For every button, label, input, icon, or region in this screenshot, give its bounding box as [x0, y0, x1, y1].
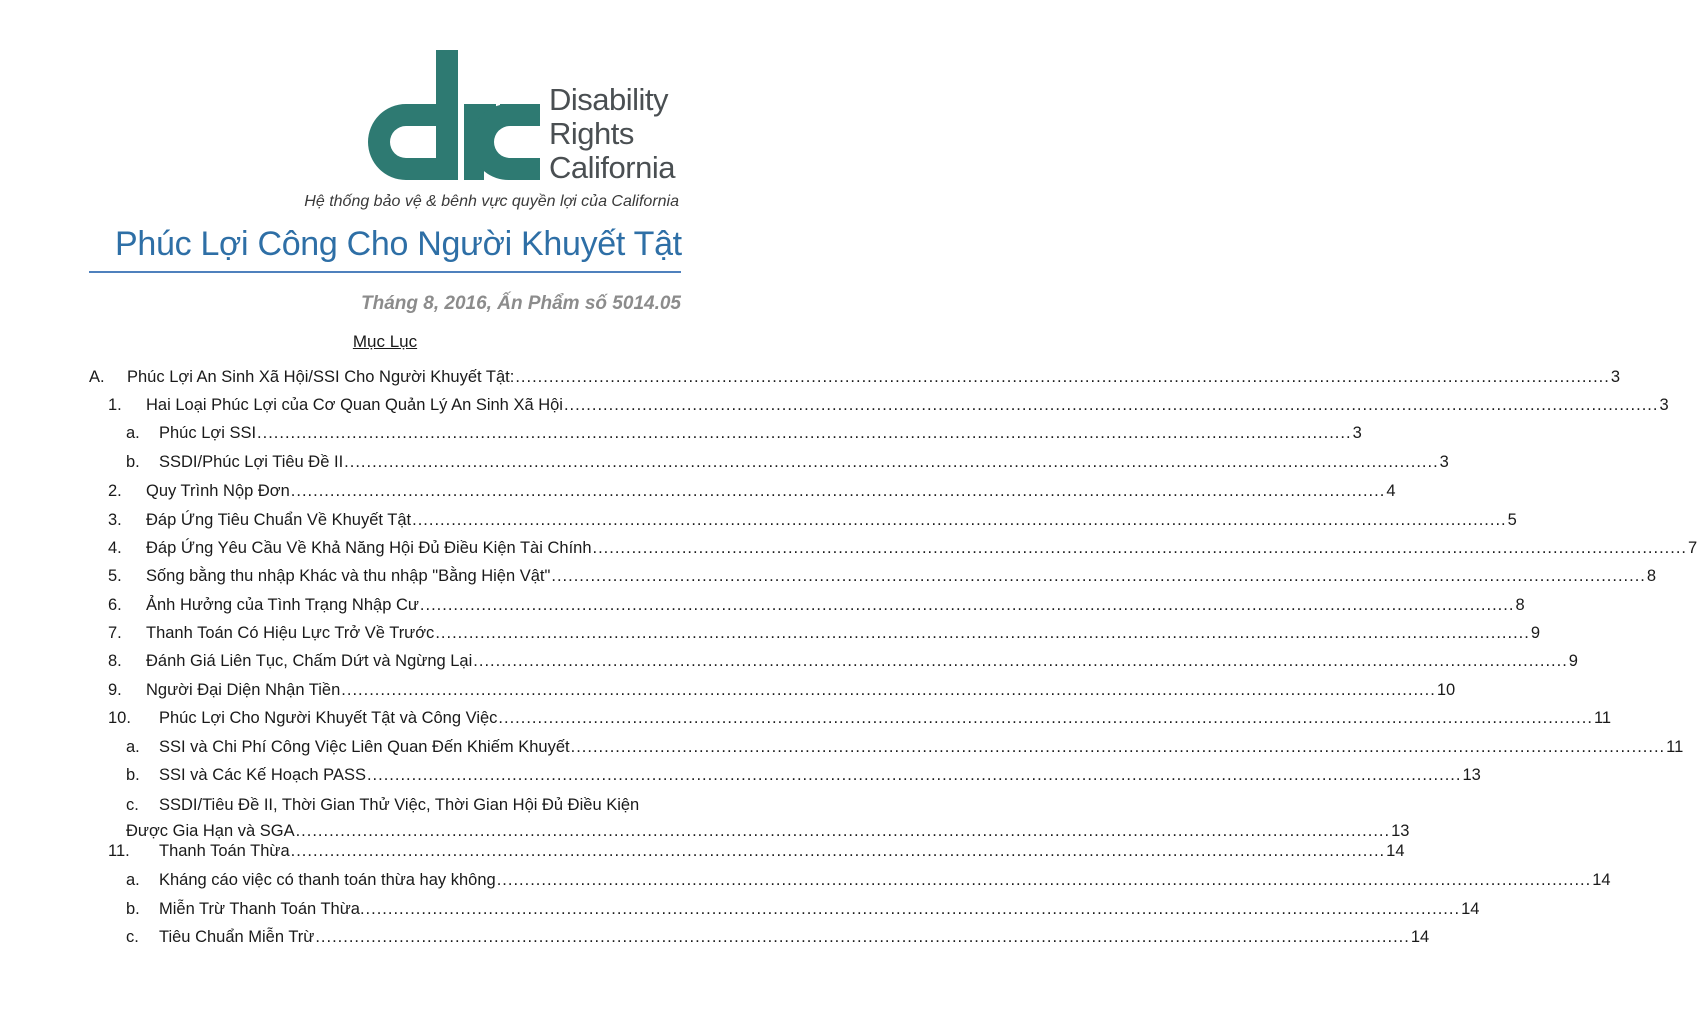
toc-heading: Mục Lục	[352, 332, 418, 351]
toc-item[interactable]	[108, 624, 1541, 648]
logo-line-3: California	[549, 150, 675, 185]
toc-leader	[420, 596, 1515, 615]
tagline: Hệ thống bảo vệ & bênh vực quyền lợi của California	[304, 193, 679, 210]
toc-item-number: a.	[126, 424, 140, 442]
toc-leader	[367, 766, 1462, 785]
toc-item-label: Đánh Giá Liên Tục, Chấm Dứt và Ngừng Lại	[146, 652, 473, 670]
toc-item-number: 1.	[108, 396, 122, 414]
toc-item-number: b.	[126, 453, 140, 471]
toc-leader	[593, 539, 1688, 558]
toc-leader	[571, 738, 1666, 757]
toc-item-label: Ảnh Hưởng của Tình Trạng Nhập Cư	[146, 596, 419, 614]
toc-item[interactable]	[126, 766, 1481, 790]
toc-leader	[315, 928, 1410, 947]
toc-item-page: 8	[1646, 567, 1657, 585]
toc-item-number: 4.	[108, 539, 122, 557]
toc-item-page: 14	[1410, 928, 1430, 946]
toc-item-label: Miễn Trừ Thanh Toán Thừa.	[159, 900, 365, 918]
drc-logo-mark	[366, 50, 546, 185]
toc-item-label: SSDI/Phúc Lợi Tiêu Đề II	[159, 453, 344, 471]
toc-item-page: 10	[1436, 681, 1456, 699]
toc-item-label: Phúc Lợi An Sinh Xã Hội/SSI Cho Người Khuyết Tật:	[127, 368, 515, 386]
toc-leader	[564, 396, 1659, 415]
toc-item-label: Thanh Toán Thừa	[159, 842, 290, 860]
toc-item[interactable]	[126, 871, 1611, 895]
toc-item-page: 13	[1462, 766, 1481, 784]
toc-item-label: Được Gia Hạn và SGA	[126, 822, 295, 840]
toc-item-page: 8	[1515, 596, 1525, 614]
toc-item-number: c.	[126, 928, 139, 946]
toc-item-label: SSDI/Tiêu Đề II, Thời Gian Thử Việc, Thời Gian Hội Đủ Điều Kiện	[159, 796, 640, 814]
toc-item-page: 11	[1593, 709, 1612, 727]
toc-item-label: Hai Loại Phúc Lợi của Cơ Quan Quản Lý An Sinh Xã Hội	[146, 396, 563, 414]
toc-item-label: Sống bằng thu nhập Khác và thu nhập "Bằng Hiện Vật"	[146, 567, 551, 585]
toc-item[interactable]	[108, 842, 1405, 866]
toc-leader	[498, 709, 1593, 728]
toc-leader	[497, 871, 1592, 890]
toc-item[interactable]	[108, 511, 1517, 535]
toc-item-page: 4	[1386, 482, 1396, 500]
toc-item-number: b.	[126, 900, 140, 918]
toc-item-label: SSI và Các Kế Hoạch PASS	[159, 766, 366, 784]
toc-item-number: 7.	[108, 624, 122, 642]
title-divider	[89, 271, 681, 273]
toc-item-page: 3	[1610, 368, 1621, 386]
toc-item[interactable]	[108, 652, 1578, 676]
toc-item-page: 3	[1352, 424, 1362, 442]
toc-item[interactable]	[126, 796, 639, 815]
toc-item-page: 14	[1386, 842, 1405, 860]
toc-item-number: 2.	[108, 482, 122, 500]
toc-item-page: 9	[1568, 652, 1578, 670]
logo-wordmark	[549, 83, 675, 185]
toc-leader	[473, 652, 1568, 671]
toc-item-page: 9	[1530, 624, 1541, 642]
toc-item[interactable]	[108, 539, 1697, 563]
toc-item[interactable]	[126, 900, 1480, 924]
toc-item-number: 5.	[108, 567, 122, 585]
toc-leader	[551, 567, 1646, 586]
logo-line-1: Disability	[549, 82, 669, 117]
toc-leader	[291, 842, 1386, 861]
toc-item-number: c.	[126, 796, 139, 814]
toc-leader	[296, 822, 1391, 841]
toc-item-number: b.	[126, 766, 140, 784]
toc-item-label: SSI và Chi Phí Công Việc Liên Quan Đến Khiếm Khuyết	[159, 738, 570, 756]
toc-item[interactable]	[89, 368, 1621, 392]
toc-item-number: 6.	[108, 596, 122, 614]
toc-item-label: Phúc Lợi SSI	[159, 424, 257, 442]
toc-item[interactable]	[108, 681, 1456, 705]
toc-item[interactable]	[108, 709, 1612, 733]
toc-item[interactable]	[126, 453, 1449, 477]
toc-item-label: Kháng cáo việc có thanh toán thừa hay không	[159, 871, 496, 889]
toc-item-page: 7	[1688, 539, 1697, 557]
toc-item-label: Đáp Ứng Yêu Cầu Về Khả Năng Hội Đủ Điều Kiện Tài Chính	[146, 539, 592, 557]
toc-item-label: Phúc Lợi Cho Người Khuyết Tật và Công Việc	[159, 709, 498, 727]
toc-item-number: 3.	[108, 511, 122, 529]
toc-item-number: a.	[126, 871, 140, 889]
toc-item-number: 8.	[108, 652, 122, 670]
toc-item-number: a.	[126, 738, 140, 756]
toc-item-page: 11	[1666, 738, 1684, 756]
toc-item-number: A.	[89, 368, 105, 386]
toc-item[interactable]	[126, 424, 1362, 448]
toc-leader	[515, 368, 1610, 387]
toc-item-page: 5	[1507, 511, 1517, 529]
toc-leader	[435, 624, 1530, 643]
toc-leader	[366, 900, 1461, 919]
toc-item-label: Tiêu Chuẩn Miễn Trừ	[159, 928, 315, 946]
toc-item-label: Thanh Toán Có Hiệu Lực Trở Về Trước	[146, 624, 435, 642]
toc-item-label: Quy Trình Nộp Đơn	[146, 482, 290, 500]
toc-item[interactable]	[108, 596, 1525, 620]
toc-leader	[341, 681, 1436, 700]
toc-item[interactable]	[108, 482, 1396, 506]
logo-line-2: Rights	[549, 116, 634, 151]
toc-leader	[344, 453, 1439, 472]
toc-item[interactable]	[126, 738, 1684, 762]
toc-item-number: 10.	[108, 709, 131, 727]
drc-logo	[366, 50, 686, 190]
toc-item-page: 3	[1659, 396, 1669, 414]
edition-date: Tháng 8, 2016, Ấn Phẩm số 5014.05	[361, 293, 681, 314]
toc-item[interactable]	[108, 396, 1669, 420]
toc-item-label: Đáp Ứng Tiêu Chuẩn Về Khuyết Tật	[146, 511, 412, 529]
toc-leader	[257, 424, 1352, 443]
toc-item-number: 9.	[108, 681, 122, 699]
toc-item-number: 11.	[108, 842, 130, 860]
toc-item-page: 14	[1592, 871, 1611, 889]
toc-item-page: 13	[1391, 822, 1410, 840]
toc-leader	[412, 511, 1507, 530]
page-title: Phúc Lợi Công Cho Người Khuyết Tật	[115, 225, 682, 263]
toc-item[interactable]	[108, 567, 1657, 591]
toc-item[interactable]	[126, 928, 1430, 952]
toc-item-label: Người Đại Diện Nhận Tiền	[146, 681, 341, 699]
toc-leader	[291, 482, 1386, 501]
toc-item-page: 3	[1439, 453, 1449, 471]
toc-item-page: 14	[1461, 900, 1480, 918]
